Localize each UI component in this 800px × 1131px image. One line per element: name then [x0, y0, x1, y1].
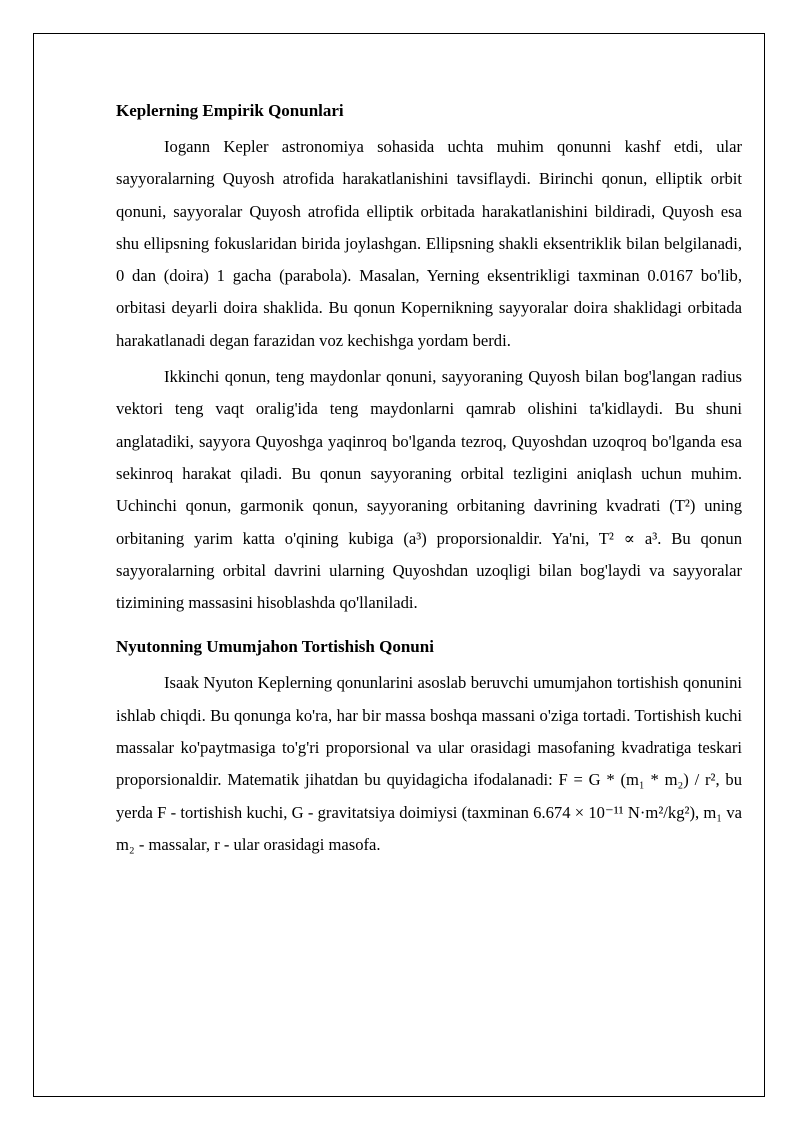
section-heading-newton: Nyutonning Umumjahon Tortishish Qonuni — [116, 637, 434, 657]
section-heading-kepler: Keplerning Empirik Qonunlari — [116, 101, 344, 120]
paragraph: Iogann Kepler astronomiya sohasida uchta muhim qonunni kashf etdi, ular sayyoralarning Quyosh atrofida harakatlanishini tavsiflaydi. Birinchi qonun, elliptik orbit qonuni, sayyoralar Quyosh atrofida elliptik orbitada harakatlanishini bildiradi, Quyosh esa shu ellipsning fokuslaridan birida joylashgan. Ellipsning shakli eksentriklik bilan belgilanadi, 0 dan (doira) 1 gacha (parabola). Masalan, Yerning eksentrikligi taxminan 0.0167 bo'lib, orbitasi deyarli doira shaklida. Bu qonun Kopernikning sayyoralar doira shaklidagi orbitada harakatlanadi degan farazidan voz kechishga yordam berdi. — [116, 137, 742, 350]
document-body — [116, 99, 742, 865]
paragraph: Isaak Nyuton Keplerning qonunlarini asoslab beruvchi umumjahon tortishish qonunini ishlab chiqdi. Bu qonunga ko'ra, har bir massa boshqa massani o'ziga tortadi. Tortishish kuchi massalar ko'paytmasiga to'g'ri proporsional va ular orasidagi masofaning kvadratiga teskari proporsionaldir. Matematik jihatdan bu quyidagicha ifodalanadi: F = G * (m₁ * m₂) / r², bu yerda F - tortishish kuchi, G - gravitatsiya doimiysi (taxminan 6.674 × 10⁻¹¹ N·m²/kg²), m₁ va m₂ - massalar, r - ular orasidagi masofa. — [116, 673, 742, 854]
paragraph: Ikkinchi qonun, teng maydonlar qonuni, sayyoraning Quyosh bilan bog'langan radius vektori teng vaqt oralig'ida teng maydonlarni qamrab olishini ta'kidlaydi. Bu shuni anglatadiki, sayyora Quyoshga yaqinroq bo'lganda tezroq, Quyoshdan uzoqroq bo'lganda esa sekinroq harakat qiladi. Bu qonun sayyoraning orbital tezligini aniqlash uchun muhim. Uchinchi qonun, garmonik qonun, sayyoraning orbitaning davrining kvadrati (T²) uning orbitaning yarim katta o'qining kubiga (a³) proporsionaldir. Ya'ni, T² ∝ a³. Bu qonun sayyoralarning orbital davrini ularning Quyoshdan uzoqligi bilan bog'laydi va sayyoralar tizimining massasini hisoblashda qo'llaniladi. — [116, 367, 742, 613]
